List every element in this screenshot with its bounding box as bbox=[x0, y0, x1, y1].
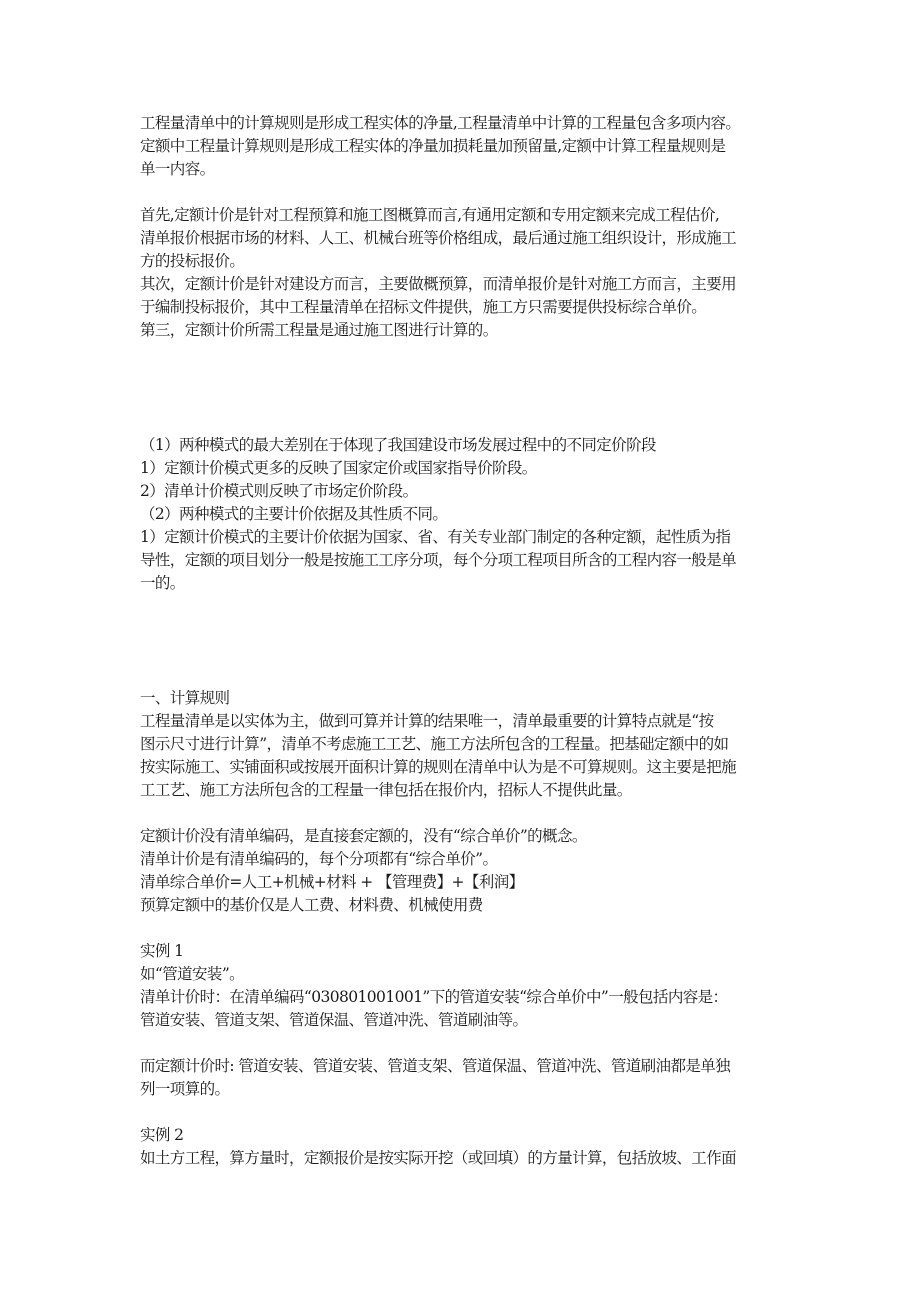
example-heading: 实例 2 bbox=[140, 1126, 184, 1144]
paragraph-spacer bbox=[140, 1032, 790, 1055]
text-line: 方的投标报价。 bbox=[140, 252, 245, 270]
text-line: 而定额计价时: 管道安装、管道安装、管道支架、管道保温、管道冲洗、管道刷油都是单独 bbox=[140, 1057, 731, 1075]
paragraph-pricing-modes bbox=[140, 434, 790, 595]
paragraph-spacer bbox=[140, 181, 790, 204]
paragraph-spacer bbox=[140, 388, 790, 434]
text-line: 清单报价根据市场的材料、人工、机械台班等价格组成，最后通过施工组织设计，形成施工 bbox=[140, 229, 737, 247]
text-line: 导性，定额的项目划分一般是按施工工序分项，每个分项工程项目所含的工程内容一般是单 bbox=[140, 551, 737, 569]
text-line: 定额中工程量计算规则是形成工程实体的净量加损耗量加预留量,定额中计算工程量规则是 bbox=[140, 137, 726, 155]
text-line: 如“管道安装”。 bbox=[140, 965, 245, 983]
text-line: 2）清单计价模式则反映了市场定价阶段。 bbox=[140, 482, 418, 500]
section-heading: 一、计算规则 bbox=[140, 689, 230, 707]
paragraph-example-1 bbox=[140, 940, 790, 1032]
paragraph-pricing-comparison bbox=[140, 204, 790, 342]
paragraph-spacer bbox=[140, 1101, 790, 1124]
text-line: （2）两种模式的主要计价依据及其性质不同。 bbox=[140, 505, 448, 523]
text-line: 其次，定额计价是针对建设方而言，主要做概预算，而清单报价是针对施工方而言，主要用 bbox=[140, 275, 737, 293]
paragraph-example-1-quota bbox=[140, 1055, 790, 1101]
text-line: 如土方工程，算方量时，定额报价是按实际开挖（或回填）的方量计算，包括放坡、工作面 bbox=[140, 1149, 737, 1167]
text-line: 首先,定额计价是针对工程预算和施工图概算而言,有通用定额和专用定额来完成工程估价, bbox=[140, 206, 720, 224]
example-heading: 实例 1 bbox=[140, 942, 184, 960]
paragraph-example-2 bbox=[140, 1124, 790, 1170]
text-line: 定额计价没有清单编码，是直接套定额的，没有“综合单价”的概念。 bbox=[140, 827, 587, 845]
paragraph-spacer bbox=[140, 641, 790, 687]
paragraph-unit-price bbox=[140, 825, 790, 917]
text-line: 工程量清单是以实体为主，做到可算并计算的结果唯一，清单最重要的计算特点就是“按 bbox=[140, 712, 714, 730]
paragraph-spacer bbox=[140, 595, 790, 641]
document-page bbox=[140, 112, 790, 1170]
paragraph-spacer bbox=[140, 917, 790, 940]
text-line: 一的。 bbox=[140, 574, 185, 592]
text-line: 单一内容。 bbox=[140, 160, 215, 178]
text-line: 按实际施工、实铺面积或按展开面积计算的规则在清单中认为是不可算规则。这主要是把施 bbox=[140, 758, 737, 776]
text-line: 管道安装、管道支架、管道保温、管道冲洗、管道刷油等。 bbox=[140, 1011, 528, 1029]
paragraph-quantity-rules bbox=[140, 112, 790, 181]
text-line: 1）定额计价模式的主要计价依据为国家、省、有关专业部门制定的各种定额，起性质为指 bbox=[140, 528, 731, 546]
text-line: 第三，定额计价所需工程量是通过施工图进行计算的。 bbox=[140, 321, 498, 339]
paragraph-spacer bbox=[140, 342, 790, 388]
text-line: 1）定额计价模式更多的反映了国家定价或国家指导价阶段。 bbox=[140, 459, 537, 477]
text-line: 清单计价时：在清单编码“030801001001”下的管道安装“综合单价中”一般包括内容是： bbox=[140, 988, 728, 1006]
text-line: 列一项算的。 bbox=[140, 1080, 230, 1098]
text-line: 清单综合单价=人工+机械+材料 + 【管理费】+【利润】 bbox=[140, 873, 524, 891]
text-line: 于编制投标报价，其中工程量清单在招标文件提供，施工方只需要提供投标综合单价。 bbox=[140, 298, 707, 316]
text-line: 工程量清单中的计算规则是形成工程实体的净量,工程量清单中计算的工程量包含多项内容。 bbox=[140, 114, 741, 132]
text-line: （1）两种模式的最大差别在于体现了我国建设市场发展过程中的不同定价阶段 bbox=[140, 436, 656, 454]
text-line: 图示尺寸进行计算”，清单不考虑施工工艺、施工方法所包含的工程量。把基础定额中的如 bbox=[140, 735, 729, 753]
paragraph-calculation-rules bbox=[140, 687, 790, 802]
text-line: 预算定额中的基价仅是人工费、材料费、机械使用费 bbox=[140, 896, 483, 914]
paragraph-spacer bbox=[140, 802, 790, 825]
text-line: 工工艺、施工方法所包含的工程量一律包括在报价内，招标人不提供此量。 bbox=[140, 781, 632, 799]
text-line: 清单计价是有清单编码的，每个分项都有“综合单价”。 bbox=[140, 850, 498, 868]
